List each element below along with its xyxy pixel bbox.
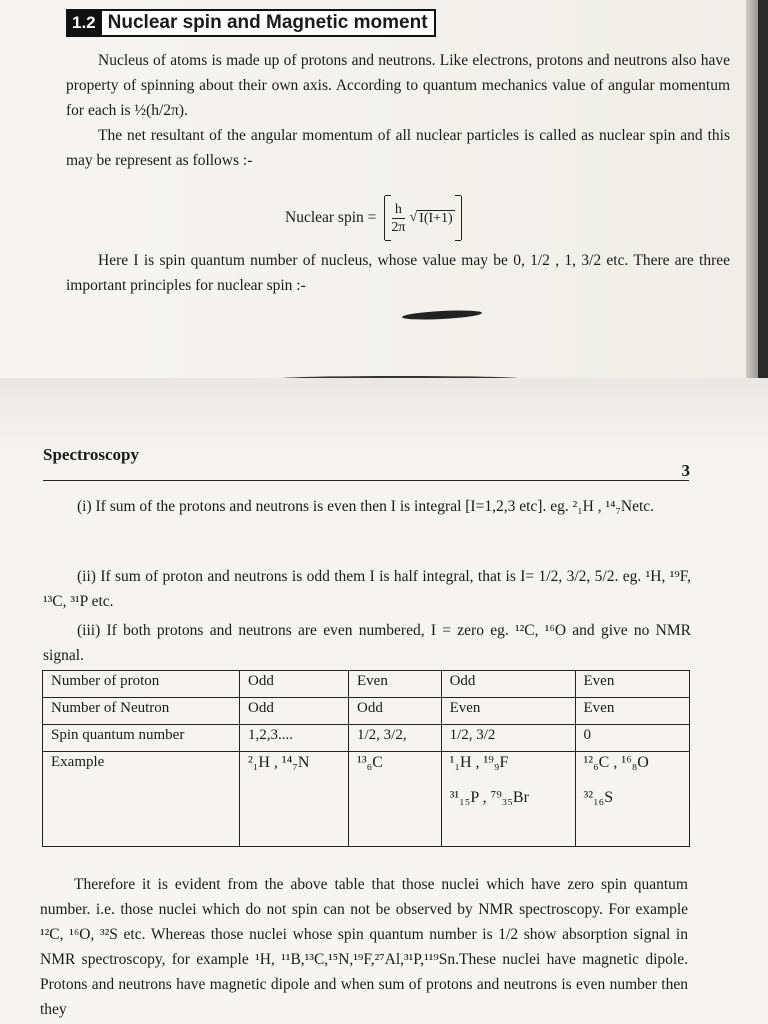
table-row: [43, 725, 690, 752]
formula-fraction: [391, 201, 405, 236]
sqrt-icon: √: [409, 210, 418, 225]
formula-radicand: I(I+1): [419, 210, 453, 226]
table-cell: [349, 752, 442, 847]
rule-one: (i) If sum of the protons and neutrons is even then I is integral [I=1,2,3 etc]. eg. ²₁H , ¹⁴₇Netc.: [77, 498, 655, 515]
example-nuclide: ¹³₆C: [357, 754, 383, 771]
section-number: 1.2: [66, 9, 102, 37]
formula-bracket: [384, 196, 461, 240]
table-cell: [441, 752, 575, 847]
table-cell: Even: [575, 671, 690, 698]
table-cell: 0: [575, 725, 690, 752]
table-row: [43, 698, 690, 725]
paragraph-intro: Nucleus of atoms is made up of protons and neutrons. Like electrons, protons and neutrons also have property of spinning about their own axis. According to quantum mechanics value of angular momentum for each is ½(h/2π).: [66, 52, 730, 119]
header-rule: [43, 480, 689, 481]
table-row: [43, 752, 690, 847]
table-cell: [575, 752, 690, 847]
table-cell: Odd: [441, 671, 575, 698]
table-cell: Even: [349, 671, 442, 698]
section-heading: [66, 9, 436, 37]
table-cell: Even: [441, 698, 575, 725]
example-nuclide: ²₁H , ¹⁴₇N: [248, 754, 310, 771]
formula-numerator: h: [392, 201, 405, 219]
table-cell: Odd: [349, 698, 442, 725]
table-cell: 1/2, 3/2,: [349, 725, 442, 752]
running-head: Spectroscopy: [43, 445, 140, 464]
spin-table: [42, 670, 690, 847]
example-nuclide: ³²₁₆S: [583, 789, 614, 806]
row-header-neutron: Number of Neutron: [43, 698, 240, 725]
table-row: [43, 671, 690, 698]
paragraph-principles: Here I is spin quantum number of nucleus, whose value may be 0, 1/2 , 1, 3/2 etc. There are three important principles for nuclear spin :-: [66, 252, 730, 294]
formula-sqrt: [409, 210, 454, 227]
table-cell: Even: [575, 698, 690, 725]
formula-label: Nuclear spin =: [285, 209, 377, 226]
table-cell: [240, 752, 349, 847]
table-cell: Odd: [240, 671, 349, 698]
example-nuclide: ¹²₆C , ¹⁶₈O: [583, 754, 649, 771]
conclusion-paragraph: Therefore it is evident from the above table that those nuclei which have zero spin quantum number. i.e. those nuclei which do not spin can not be observed by NMR spectroscopy. For example ¹²C, ¹⁶O, ³²S etc. Whereas those nuclei whose spin quantum number is 1/2 show absorption signal in NMR spectroscopy, for example ¹H, ¹¹B,¹³C,¹⁵N,¹⁹F,²⁷Al,³¹P,¹¹⁹Sn.These nuclei have magnetic dipole. Protons and neutrons have magnetic dipole and when sum of protons and neutrons is even number then they: [40, 876, 688, 1018]
ink-scribble: [402, 309, 482, 321]
section-title: Nuclear spin and Magnetic moment: [102, 9, 436, 37]
rule-two: (ii) If sum of proton and neutrons is odd them I is half integral, that is I= 1/2, 3/2, 5/2. eg. ¹H, ¹⁹F, ¹³C, ³¹P etc.: [43, 568, 691, 610]
page-shadow: [746, 0, 758, 378]
table-cell: 1,2,3....: [240, 725, 349, 752]
nuclear-spin-formula: [285, 196, 462, 240]
bottom-page: [0, 378, 768, 1024]
formula-denominator: 2π: [391, 219, 406, 235]
example-nuclide: ¹₁H , ¹⁹₉F: [449, 754, 509, 771]
page-number: 3: [681, 461, 690, 480]
row-header-example: Example: [43, 752, 240, 847]
paragraph-net-resultant: The net resultant of the angular momentum of all nuclear particles is called as nuclear spin and this may be represent as follows :-: [66, 127, 730, 169]
table-cell: 1/2, 3/2: [441, 725, 575, 752]
row-header-spin: Spin quantum number: [43, 725, 240, 752]
example-nuclide: ³¹₁₅P , ⁷⁹₃₅Br: [449, 789, 529, 806]
rule-three: (iii) If both protons and neutrons are even numbered, I = zero eg. ¹²C, ¹⁶O and give no NMR signal.: [43, 622, 691, 664]
top-page: [0, 0, 758, 378]
row-header-proton: Number of proton: [43, 671, 240, 698]
table-cell: Odd: [240, 698, 349, 725]
